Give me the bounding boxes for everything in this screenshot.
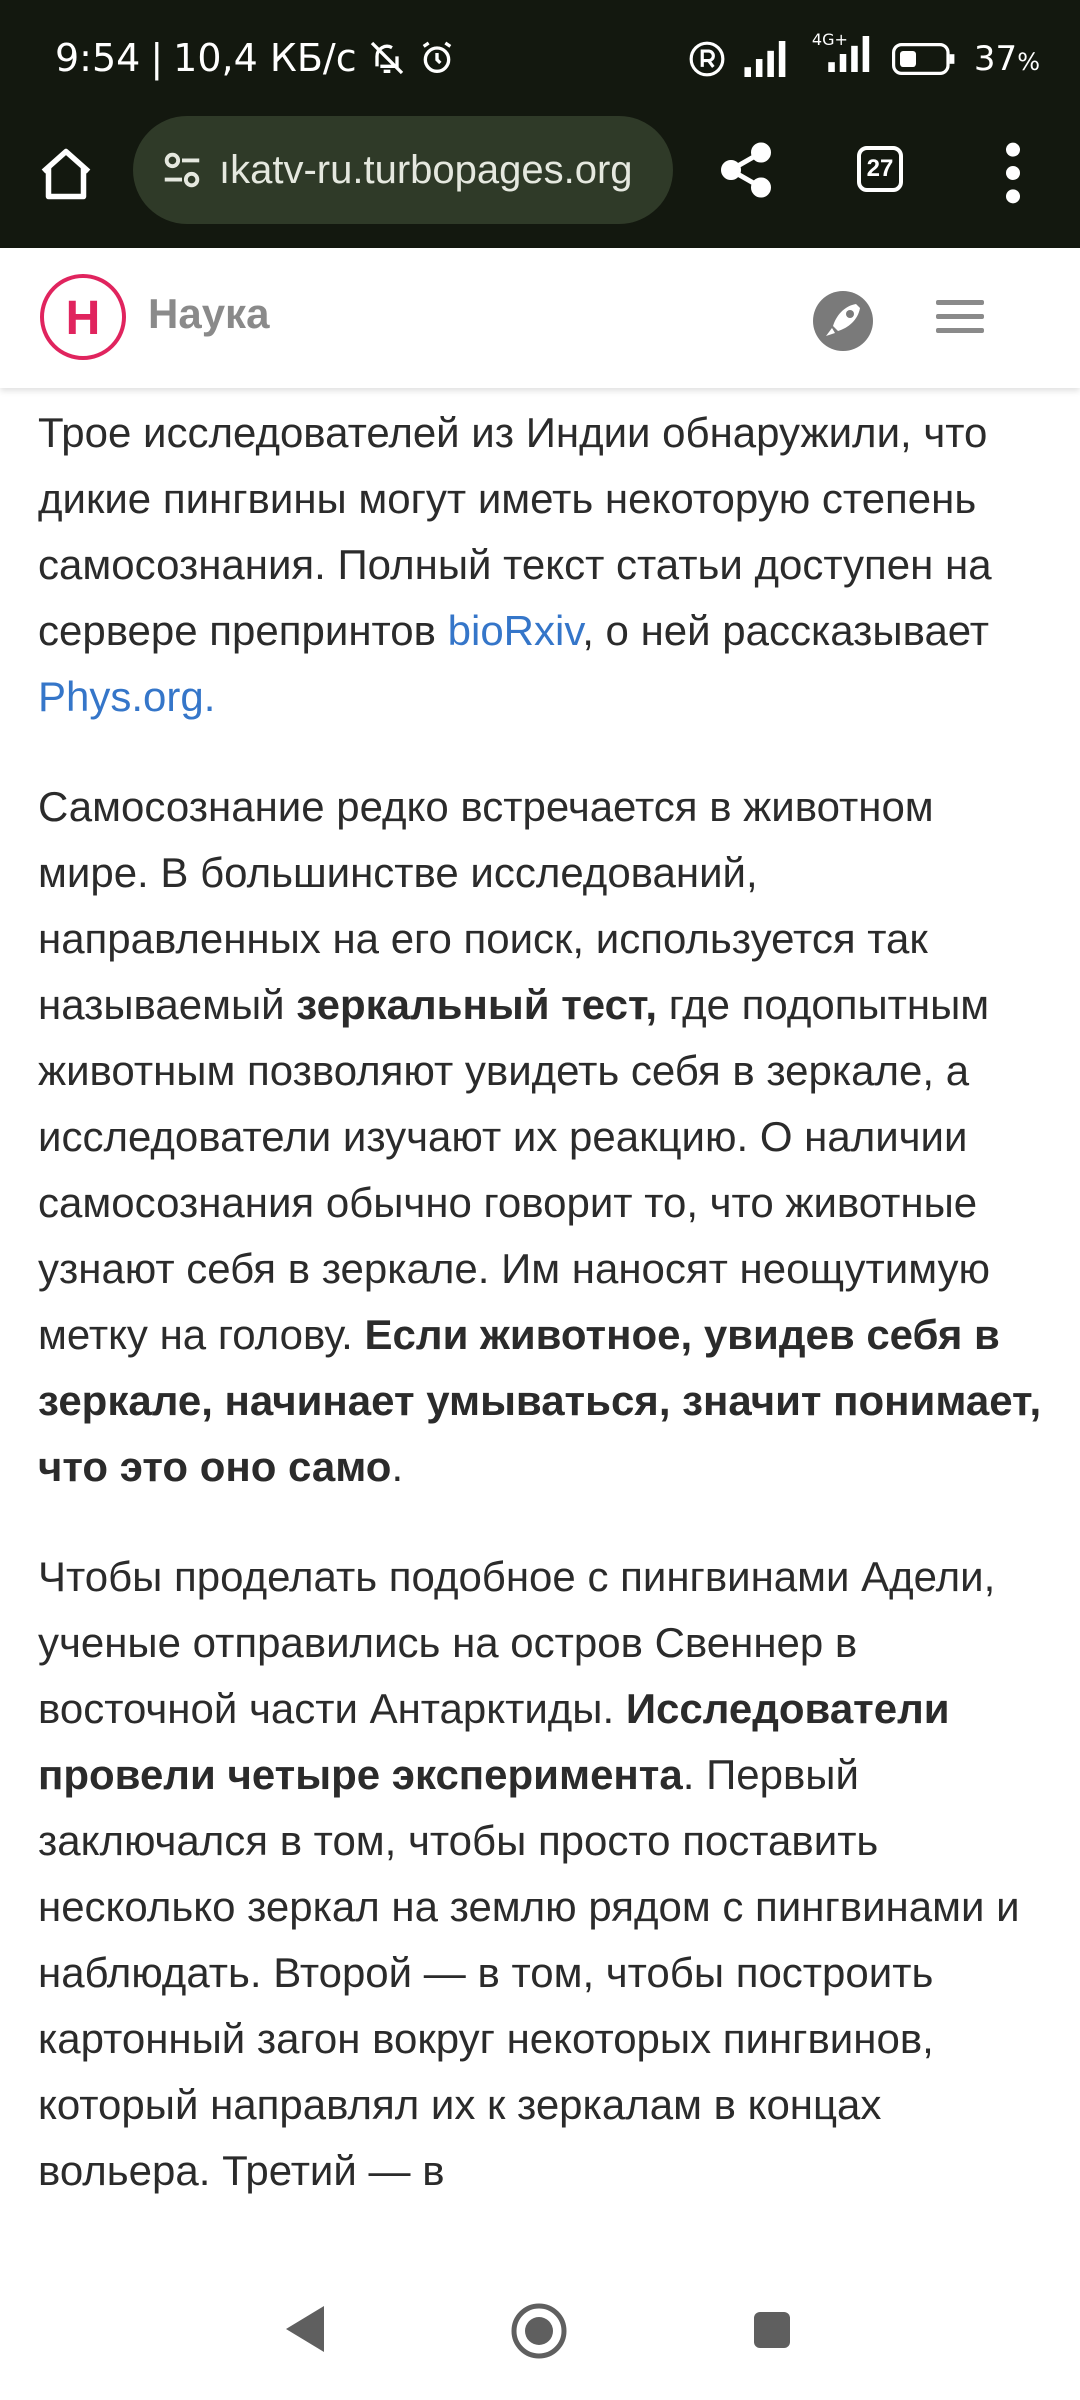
- battery-icon: [892, 42, 956, 76]
- status-time: 9:54: [55, 36, 141, 80]
- back-icon[interactable]: [280, 2302, 328, 2356]
- alarm-icon: [417, 38, 457, 78]
- registered-icon: [688, 40, 726, 78]
- physorg-link[interactable]: Phys.org.: [38, 673, 216, 720]
- signal-4g-group: [811, 30, 874, 81]
- svg-text:Н: Н: [65, 292, 101, 345]
- section-title[interactable]: Наука: [148, 290, 270, 337]
- network-type-label: 4G+: [811, 30, 848, 49]
- more-menu-icon[interactable]: [998, 138, 1028, 208]
- tab-switcher-button[interactable]: 27: [857, 146, 903, 192]
- article-paragraph: Чтобы проделать подобное с пингвинами Адели, ученые отправились на остров Свеннер в восточной части Антарктиды. Исследователи провели четыре эксперимента. Первый заключался в том, чтобы просто поставить несколько зеркал на землю рядом с пингвинами и наблюдать. Второй — в том, чтобы построить картонный загон вокруг некоторых пингвинов, который направлял их к зеркалам в концах вольера. Третий — в: [38, 1553, 1020, 2194]
- bell-off-icon: [367, 38, 407, 78]
- article-paragraph: Самосознание редко встречается в животном мире. В большинстве исследований, направленных на его поиск, используется так называемый зеркальный тест, где подопытным животным позволяют увидеть себя в зеркале, а исследователи изучают их реакцию. О наличии самосознания обычно говорит то, что животные узнают себя в зеркале. Им наносят неощутимую метку на голову. Если животное, увидев себя в зеркале, начинает умываться, значит понимает, что это оно само.: [38, 783, 1042, 1490]
- status-bar: [0, 0, 1080, 116]
- battery-percent: 37%: [973, 38, 1040, 79]
- article-body: [38, 400, 1048, 2248]
- site-logo[interactable]: [38, 272, 128, 362]
- biorxiv-link[interactable]: bioRxiv: [447, 607, 583, 654]
- status-right: [688, 30, 1040, 81]
- signal-icon: [744, 41, 794, 77]
- status-separator: |: [150, 36, 164, 80]
- site-header: [0, 248, 1080, 388]
- url-text[interactable]: ıkatv-ru.turbopages.org: [219, 147, 633, 192]
- rocket-icon[interactable]: [808, 286, 878, 356]
- address-bar[interactable]: [133, 116, 673, 224]
- page-info-icon[interactable]: [159, 147, 205, 193]
- status-network-speed: 10,4 КБ/с: [173, 36, 357, 80]
- system-nav-bar: [0, 2250, 1080, 2400]
- home-icon[interactable]: [36, 144, 96, 204]
- status-left: [55, 36, 457, 80]
- home-nav-icon[interactable]: [510, 2302, 568, 2360]
- menu-hamburger-icon[interactable]: [934, 294, 986, 340]
- recents-icon[interactable]: [752, 2310, 792, 2350]
- article-paragraph: Трое исследователей из Индии обнаружили, что дикие пингвины могут иметь некоторую степень самосознания. Полный текст статьи доступен на сервере препринтов bioRxiv, о ней рассказывает Phys.org.: [38, 409, 992, 720]
- share-icon[interactable]: [716, 140, 776, 200]
- browser-toolbar: [0, 116, 1080, 248]
